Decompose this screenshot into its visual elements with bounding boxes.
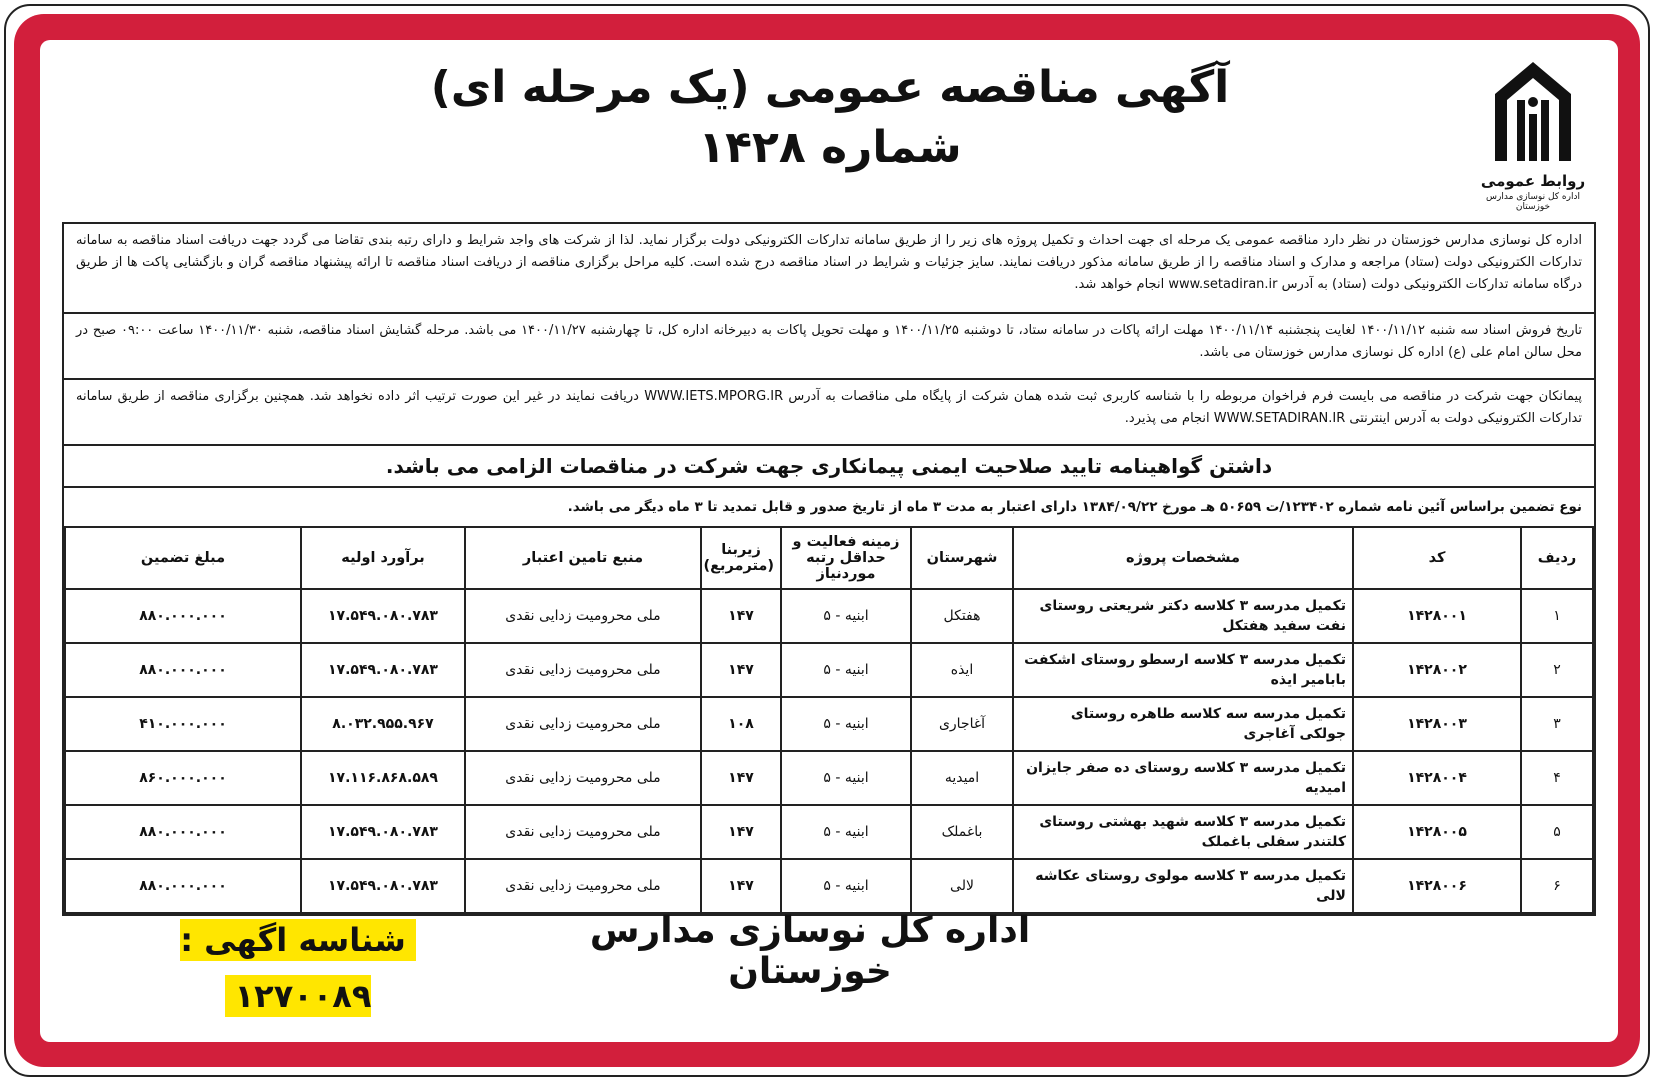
notice-body (62, 222, 1596, 916)
cell-project: تکمیل مدرسه ۳ کلاسه مولوی روستای عکاشه لالی (1013, 859, 1353, 913)
table-row (65, 751, 1593, 805)
cell-source: ملی محرومیت زدایی نقدی (465, 751, 701, 805)
header-estimate: برآورد اولیه (301, 527, 465, 589)
header-guarantee: مبلغ تضمین (65, 527, 301, 589)
logo (1478, 56, 1588, 216)
header-city: شهرستان (911, 527, 1013, 589)
cell-area: ۱۴۷ (701, 859, 781, 913)
cell-city: باغملک (911, 805, 1013, 859)
cell-code: ۱۴۲۸۰۰۴ (1353, 751, 1521, 805)
cell-city: لالی (911, 859, 1013, 913)
cell-city: آغاجاری (911, 697, 1013, 751)
page-title: آگهی مناقصه عمومی (یک مرحله ای) (430, 62, 1230, 113)
cell-guarantee: ۸۸۰.۰۰۰.۰۰۰ (65, 805, 301, 859)
notice-id-badge (128, 912, 468, 1015)
cell-estimate: ۸.۰۳۲.۹۵۵.۹۶۷ (301, 697, 465, 751)
cell-area: ۱۴۷ (701, 751, 781, 805)
logo-caption: روابط عمومی (1480, 172, 1586, 190)
cell-estimate: ۱۷.۵۴۹.۰۸۰.۷۸۳ (301, 805, 465, 859)
cell-row: ۲ (1521, 643, 1593, 697)
cell-guarantee: ۸۸۰.۰۰۰.۰۰۰ (65, 643, 301, 697)
cell-city: ایذه (911, 643, 1013, 697)
contractors-paragraph: پیمانکان جهت شرکت در مناقصه می بایست فرم فراخوان مربوطه را با شناسه کاربری ثبت شده همان شرکت از پایگاه ملی مناقصات به آدرس WWW.IETS.MPORG.IR دریافت نمایند در غیر این صورت ترتیب اثر داده نخواهد شد. همچنین برگزاری مناقصه از طریق سامانه تدارکات الکترونیکی دولت به آدرس اینترنتی WWW.SETADIRAN.IR انجام می پذیرد. (64, 380, 1594, 446)
cell-field: ابنیه - ۵ (781, 751, 911, 805)
header-project: مشخصات پروژه (1013, 527, 1353, 589)
cell-project: تکمیل مدرسه ۳ کلاسه ارسطو روستای اشکفت بابامیر ایذه (1013, 643, 1353, 697)
header-source: منبع تامین اعتبار (465, 527, 701, 589)
cell-row: ۴ (1521, 751, 1593, 805)
cell-source: ملی محرومیت زدایی نقدی (465, 805, 701, 859)
cell-source: ملی محرومیت زدایی نقدی (465, 859, 701, 913)
table-row (65, 643, 1593, 697)
cell-area: ۱۴۷ (701, 643, 781, 697)
cell-row: ۱ (1521, 589, 1593, 643)
header-code: کد (1353, 527, 1521, 589)
cell-row: ۵ (1521, 805, 1593, 859)
table-row (65, 589, 1593, 643)
cell-estimate: ۱۷.۵۴۹.۰۸۰.۷۸۳ (301, 859, 465, 913)
cell-field: ابنیه - ۵ (781, 859, 911, 913)
table-row (65, 697, 1593, 751)
table-header-row (65, 527, 1593, 589)
notice-number: شماره ۱۴۲۸ (698, 122, 962, 173)
cell-area: ۱۴۷ (701, 805, 781, 859)
intro-paragraph: اداره کل نوسازی مدارس خوزستان در نظر دارد مناقصه عمومی یک مرحله ای جهت احداث و تکمیل پروژه های زیر را از طریق سامانه تدارکات الکترونیکی دولت برگزار نماید. لذا از شرکت های واجد شرایط و دارای رتبه بندی تقاضا می گردد جهت دریافت اسناد مناقصه به سامانه تدارکات الکترونیکی دولت (ستاد) مراجعه و مدارک و اسناد مناقصه را از طریق سامانه مذکور دریافت نمایند. سایز جزئیات و شرایط در اسناد مناقصه درج شده است. کلیه مراحل برگزاری مناقصه از دریافت اسناد مناقصه تا ارائه پیشنهاد مناقصه گران و بازگشایی پاکت ها از طریق درگاه سامانه تدارکات الکترونیکی دولت (ستاد) به آدرس www.setadiran.ir انجام خواهد شد. (64, 224, 1594, 314)
cell-guarantee: ۸۸۰.۰۰۰.۰۰۰ (65, 589, 301, 643)
cell-row: ۳ (1521, 697, 1593, 751)
table-row (65, 859, 1593, 913)
header-row-number: ردیف (1521, 527, 1593, 589)
cell-code: ۱۴۲۸۰۰۱ (1353, 589, 1521, 643)
cell-city: هفتکل (911, 589, 1013, 643)
organization-name: اداره کل نوسازی مدارس خوزستان (589, 910, 1031, 992)
cell-field: ابنیه - ۵ (781, 589, 911, 643)
cell-estimate: ۱۷.۵۴۹.۰۸۰.۷۸۳ (301, 643, 465, 697)
cell-field: ابنیه - ۵ (781, 697, 911, 751)
cell-guarantee: ۸۶۰.۰۰۰.۰۰۰ (65, 751, 301, 805)
logo-subcaption: اداره کل نوسازی مدارس خوزستان (1486, 192, 1580, 212)
cell-city: امیدیه (911, 751, 1013, 805)
cell-code: ۱۴۲۸۰۰۶ (1353, 859, 1521, 913)
cell-project: تکمیل مدرسه ۳ کلاسه روستای ده صفر جایزان امیدیه (1013, 751, 1353, 805)
cell-area: ۱۴۷ (701, 589, 781, 643)
safety-requirement: داشتن گواهینامه تایید صلاحیت ایمنی پیمانکاری جهت شرکت در مناقصات الزامی می باشد. (64, 446, 1594, 488)
header-field: زمینه فعالیت و حداقل رتبه موردنیاز (781, 527, 911, 589)
cell-source: ملی محرومیت زدایی نقدی (465, 589, 701, 643)
cell-field: ابنیه - ۵ (781, 643, 911, 697)
cell-code: ۱۴۲۸۰۰۳ (1353, 697, 1521, 751)
emblem-icon (1485, 56, 1581, 166)
cell-project: تکمیل مدرسه ۳ کلاسه دکتر شریعتی روستای نفت سفید هفتکل (1013, 589, 1353, 643)
cell-field: ابنیه - ۵ (781, 805, 911, 859)
projects-table (64, 526, 1594, 914)
cell-estimate: ۱۷.۱۱۶.۸۶۸.۵۸۹ (301, 751, 465, 805)
cell-source: ملی محرومیت زدایی نقدی (465, 697, 701, 751)
cell-row: ۶ (1521, 859, 1593, 913)
cell-code: ۱۴۲۸۰۰۲ (1353, 643, 1521, 697)
dates-paragraph: تاریخ فروش اسناد سه شنبه ۱۴۰۰/۱۱/۱۲ لغایت پنجشنبه ۱۴۰۰/۱۱/۱۴ مهلت ارائه پاکات در سامانه ستاد، تا دوشنبه ۱۴۰۰/۱۱/۲۵ و مهلت تحویل پاکات به دبیرخانه اداره کل، تا چهارشنبه ۱۴۰۰/۱۱/۲۷ می باشد. مرحله گشایش اسناد مناقصه، شنبه ۱۴۰۰/۱۱/۳۰ ساعت ۰۹:۰۰ صبح در محل سالن امام علی (ع) اداره کل نوسازی مدارس خوزستان می باشد. (64, 314, 1594, 380)
cell-project: تکمیل مدرسه ۳ کلاسه شهید بهشتی روستای کلتندر سفلی باغملک (1013, 805, 1353, 859)
notice-paper (40, 40, 1618, 1042)
header-area: زیربنا (مترمربع) (701, 527, 781, 589)
cell-guarantee: ۸۸۰.۰۰۰.۰۰۰ (65, 859, 301, 913)
cell-project: تکمیل مدرسه سه کلاسه طاهره روستای جولکی آغاجری (1013, 697, 1353, 751)
guarantee-note: نوع تضمین براساس آئین نامه شماره ۱۲۳۴۰۲/ت ۵۰۶۵۹ هـ مورخ ۱۳۸۴/۰۹/۲۲ دارای اعتبار به مدت ۳ ماه از تاریخ صدور و قابل تمدید تا ۳ ماه دیگر می باشد. (567, 499, 1582, 515)
cell-estimate: ۱۷.۵۴۹.۰۸۰.۷۸۳ (301, 589, 465, 643)
table-row (65, 805, 1593, 859)
cell-guarantee: ۴۱۰.۰۰۰.۰۰۰ (65, 697, 301, 751)
cell-code: ۱۴۲۸۰۰۵ (1353, 805, 1521, 859)
notice-id-text: شناسه اگهی : ۱۲۷۰۰۸۹ (180, 919, 416, 1017)
cell-source: ملی محرومیت زدایی نقدی (465, 643, 701, 697)
cell-area: ۱۰۸ (701, 697, 781, 751)
